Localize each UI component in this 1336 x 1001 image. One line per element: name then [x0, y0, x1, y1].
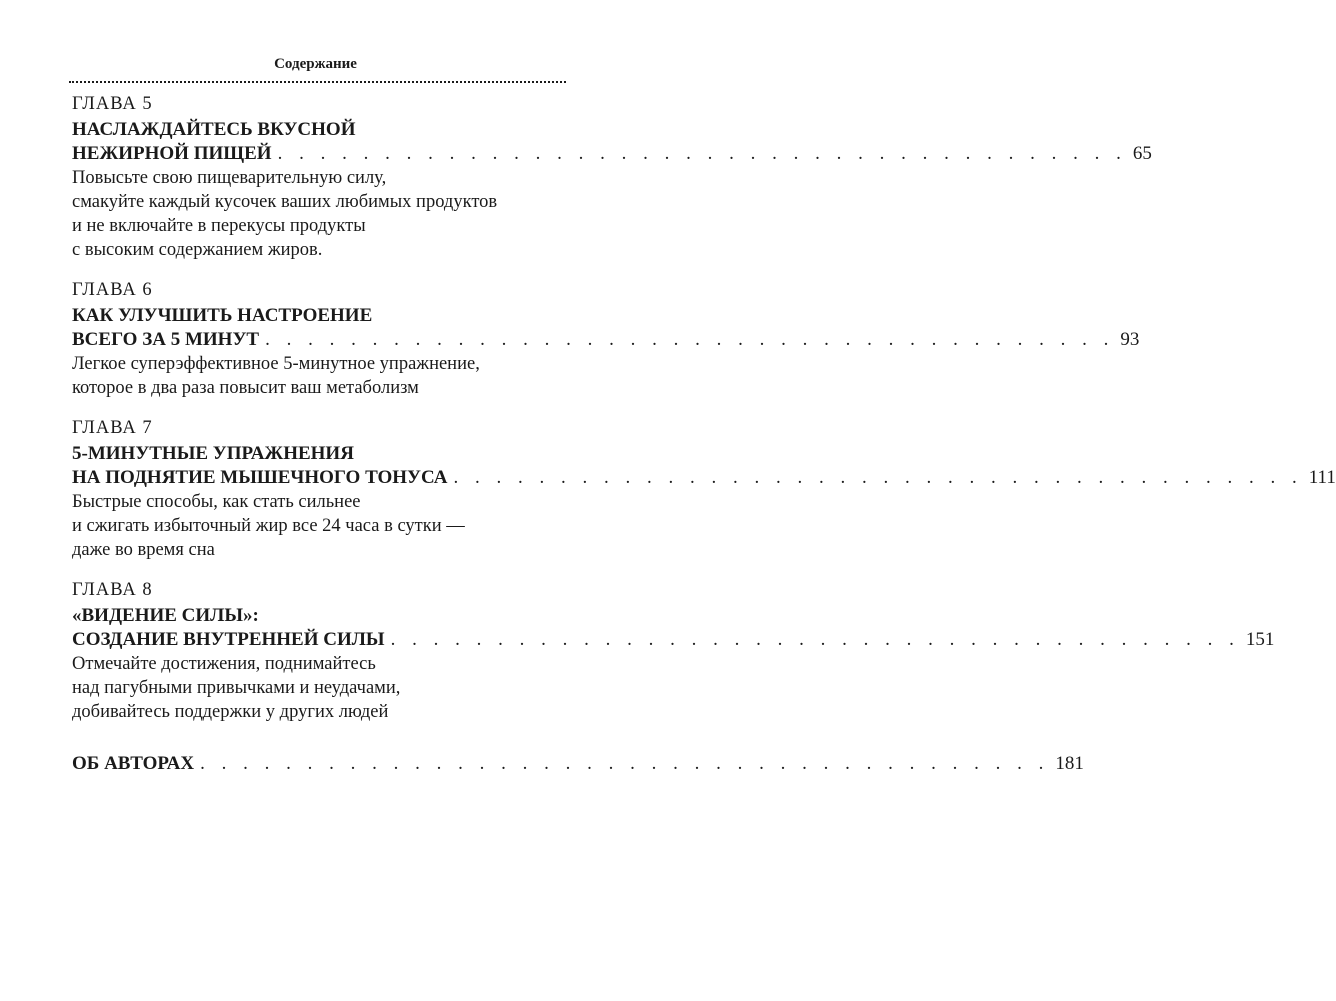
dot-leader: . . . . . . . . . . . . . . . . . . . . . . . . . . . . . . . . . . . . . . . . [453, 467, 1303, 488]
toc-entry-chapter-5 [72, 92, 1152, 262]
description-line: добивайтесь поддержки у других людей [72, 702, 389, 722]
chapter-title-text: ВСЕГО ЗА 5 МИНУТ [72, 329, 260, 350]
dot-leader: . . . . . . . . . . . . . . . . . . . . . . . . . . . . . . . . . . . . . . . . [390, 629, 1240, 650]
chapter-title-line-1: 5-МИНУТНЫЕ УПРАЖНЕНИЯ [72, 443, 354, 464]
running-head: Содержание [274, 56, 357, 72]
page-number: 181 [1055, 753, 1084, 774]
table-of-contents [72, 92, 1336, 776]
chapter-label: ГЛАВА 7 [72, 418, 153, 438]
description-line: и сжигать избыточный жир все 24 часа в сутки — [72, 516, 465, 536]
page-number: 111 [1308, 467, 1336, 488]
dot-leader: . . . . . . . . . . . . . . . . . . . . . . . . . . . . . . . . . . . . . . . . [200, 753, 1050, 774]
chapter-title-line-2 [72, 328, 1140, 352]
chapter-title-text: НЕЖИРНОЙ ПИЩЕЙ [72, 143, 272, 164]
chapter-title-line-1: НАСЛАЖДАЙТЕСЬ ВКУСНОЙ [72, 119, 356, 140]
description-line: Отмечайте достижения, поднимайтесь [72, 654, 376, 674]
description-line: Легкое суперэффективное 5-минутное упражнение, [72, 354, 480, 374]
chapter-description [72, 490, 566, 562]
description-line: которое в два раза повысит ваш метаболизм [72, 378, 419, 398]
toc-entry-chapter-7 [72, 416, 1336, 562]
page-number: 65 [1132, 143, 1152, 164]
toc-entry-chapter-8 [72, 578, 1275, 724]
description-line: даже во время сна [72, 540, 215, 560]
description-line: над пагубными привычками и неудачами, [72, 678, 401, 698]
chapter-description [72, 352, 566, 400]
toc-entry-chapter-6 [72, 278, 1140, 400]
header-dotted-rule [69, 81, 566, 83]
page-number: 93 [1120, 329, 1140, 350]
dot-leader: . . . . . . . . . . . . . . . . . . . . . . . . . . . . . . . . . . . . . . . . [265, 329, 1115, 350]
chapter-title-line-2 [72, 628, 1275, 652]
description-line: Быстрые способы, как стать сильнее [72, 492, 361, 512]
dot-leader: . . . . . . . . . . . . . . . . . . . . . . . . . . . . . . . . . . . . . . . . [277, 143, 1127, 164]
authors-title: ОБ АВТОРАХ [72, 753, 195, 774]
description-line: Повысьте свою пищеварительную силу, [72, 168, 387, 188]
description-line: и не включайте в перекусы продукты [72, 216, 366, 236]
chapter-label: ГЛАВА 6 [72, 280, 153, 300]
chapter-title-line-1: «ВИДЕНИЕ СИЛЫ»: [72, 605, 259, 626]
chapter-label: ГЛАВА 5 [72, 94, 153, 114]
chapter-title-text: НА ПОДНЯТИЕ МЫШЕЧНОГО ТОНУСА [72, 467, 448, 488]
description-line: смакуйте каждый кусочек ваших любимых продуктов [72, 192, 498, 212]
toc-entry-authors [72, 752, 1084, 776]
chapter-title-line-2 [72, 466, 1336, 490]
chapter-title-line-2 [72, 142, 1152, 166]
page-number: 151 [1245, 629, 1275, 650]
chapter-description [72, 166, 566, 262]
description-line: с высоким содержанием жиров. [72, 240, 323, 260]
chapter-title-text: СОЗДАНИЕ ВНУТРЕННЕЙ СИЛЫ [72, 629, 385, 650]
chapter-label: ГЛАВА 8 [72, 580, 153, 600]
chapter-title-line-1: КАК УЛУЧШИТЬ НАСТРОЕНИЕ [72, 305, 373, 326]
chapter-description [72, 652, 566, 724]
